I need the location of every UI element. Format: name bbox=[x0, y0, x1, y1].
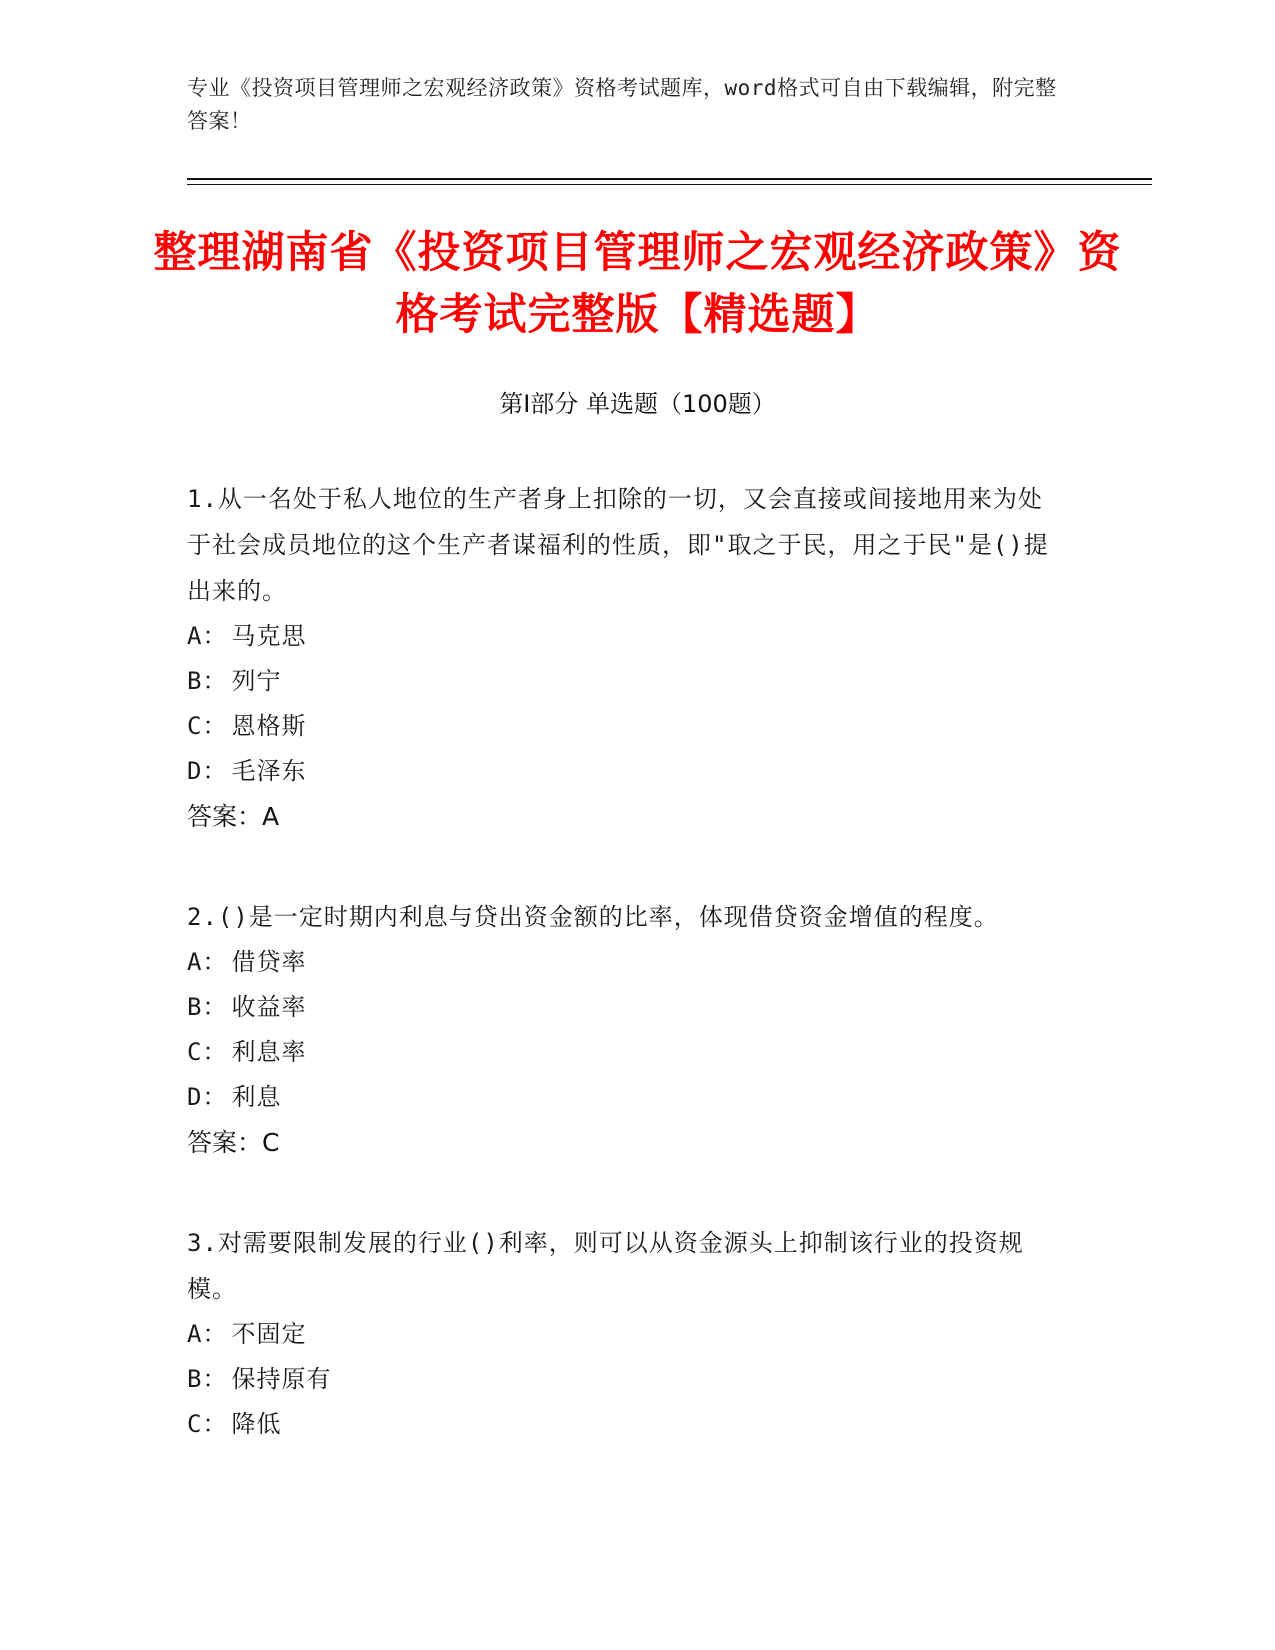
question-text: ()是一定时期内利息与贷出资金额的比率，体现借贷资金增值的程度。 bbox=[217, 903, 999, 931]
option-key: D ： bbox=[187, 757, 227, 785]
question-list bbox=[187, 476, 1067, 1501]
option-text: 收益率 bbox=[231, 993, 307, 1021]
document-title: 整理湖南省《投资项目管理师之宏观经济政策》资格考试完整版【精选题】 bbox=[153, 228, 1122, 340]
question-number: 2 . bbox=[187, 903, 218, 931]
question-stem bbox=[187, 894, 1067, 940]
option-text: 列宁 bbox=[231, 667, 282, 695]
option-key: A ： bbox=[187, 1320, 227, 1348]
option-text: 保持原有 bbox=[231, 1365, 332, 1393]
option-text: 借贷率 bbox=[231, 948, 307, 976]
question-number: 1 . bbox=[187, 485, 218, 513]
option-text: 利息 bbox=[231, 1083, 282, 1111]
section-title: 第Ⅰ部分 单选题（100题） bbox=[499, 390, 776, 418]
question-number: 3 . bbox=[187, 1229, 218, 1257]
option-d bbox=[187, 749, 1067, 794]
question-1 bbox=[187, 476, 1067, 840]
option-d bbox=[187, 1075, 1067, 1120]
option-key: C ： bbox=[187, 1038, 227, 1066]
option-key: C ： bbox=[187, 712, 227, 740]
option-b bbox=[187, 659, 1067, 704]
option-c bbox=[187, 1402, 1067, 1447]
option-text: 降低 bbox=[231, 1410, 282, 1438]
option-b bbox=[187, 1357, 1067, 1402]
option-b bbox=[187, 985, 1067, 1030]
option-key: C ： bbox=[187, 1410, 227, 1438]
option-key: B ： bbox=[187, 1365, 227, 1393]
question-stem bbox=[187, 1220, 1067, 1312]
option-key: A ： bbox=[187, 622, 227, 650]
option-text: 不固定 bbox=[231, 1320, 307, 1348]
option-text: 利息率 bbox=[231, 1038, 307, 1066]
option-key: B ： bbox=[187, 993, 227, 1021]
option-c bbox=[187, 704, 1067, 749]
option-key: D ： bbox=[187, 1083, 227, 1111]
option-text: 恩格斯 bbox=[231, 712, 307, 740]
option-a bbox=[187, 1312, 1067, 1357]
option-a bbox=[187, 940, 1067, 985]
option-text: 马克思 bbox=[231, 622, 307, 650]
answer-line: 答案：C bbox=[187, 1128, 280, 1157]
question-stem bbox=[187, 476, 1067, 614]
answer-line: 答案：A bbox=[187, 802, 280, 831]
question-text: 从一名处于私人地位的生产者身上扣除的一切，又会直接或间接地用来为处于社会成员地位的这个生产者谋福利的性质，即"取之于民，用之于民"是()提出来的。 bbox=[187, 485, 1049, 605]
header-note: 专业《投资项目管理师之宏观经济政策》资格考试题库，word格式可自由下载编辑，附完整答案！ bbox=[187, 76, 1057, 133]
header-rule-thin bbox=[187, 184, 1152, 185]
option-a bbox=[187, 614, 1067, 659]
option-key: A ： bbox=[187, 948, 227, 976]
header-rule-thick bbox=[187, 178, 1152, 180]
question-2 bbox=[187, 894, 1067, 1166]
option-c bbox=[187, 1030, 1067, 1075]
question-text: 对需要限制发展的行业()利率，则可以从资金源头上抑制该行业的投资规模。 bbox=[187, 1229, 1024, 1303]
question-3 bbox=[187, 1220, 1067, 1447]
option-text: 毛泽东 bbox=[231, 757, 307, 785]
option-key: B ： bbox=[187, 667, 227, 695]
